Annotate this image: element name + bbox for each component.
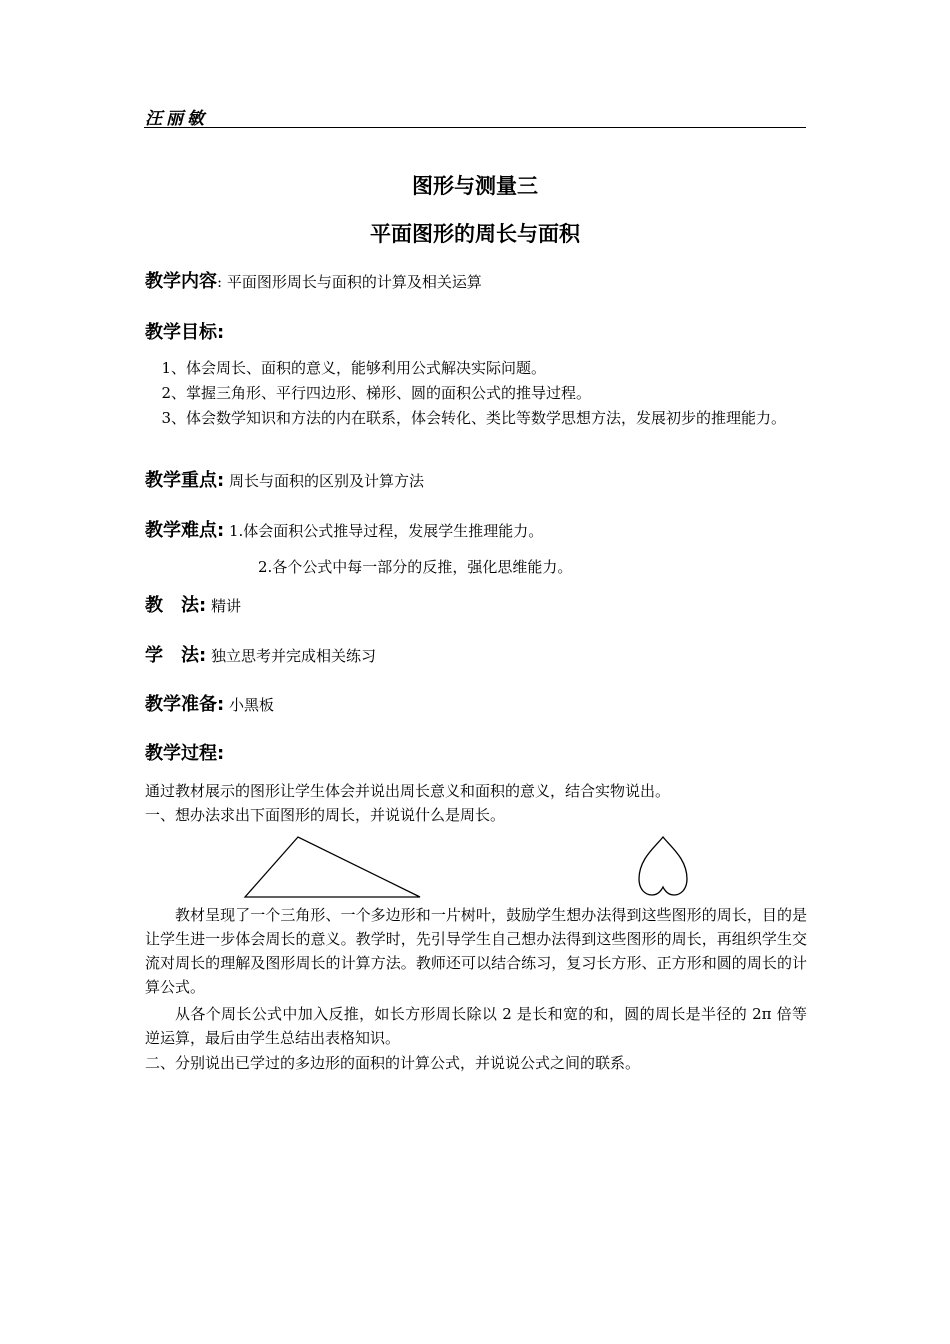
goal-item-1: 1、体会周长、面积的意义，能够利用公式解决实际问题。: [161, 359, 547, 377]
process-label-row: [145, 744, 224, 764]
difficulties-row: [145, 521, 543, 541]
key-points-label: 教学重点:: [145, 470, 225, 491]
teaching-method-text: 精讲: [210, 597, 241, 615]
learning-method-row: [145, 646, 376, 666]
preparation-label: 教学准备:: [145, 694, 225, 715]
page-subtitle: 平面图形的周长与面积: [370, 222, 580, 246]
heart-shape: [633, 833, 693, 899]
content-text: 平面图形周长与面积的计算及相关运算: [226, 273, 482, 291]
teaching-method-label: 教 法:: [145, 595, 207, 616]
process-step-1: 一、想办法求出下面图形的周长，并说说什么是周长。: [145, 806, 506, 824]
process-para-2: 从各个周长公式中加入反推，如长方形周长除以 2 是长和宽的和，圆的周长是半径的 2π 倍等逆运算，最后由学生总结出表格知识。: [145, 1005, 807, 1047]
process-para-1: 教材呈现了一个三角形、一个多边形和一片树叶，鼓励学生想办法得到这些图形的周长，目的是让学生进一步体会周长的意义。教学时，先引导学生自己想办法得到这些图形的周长，再组织学生交流对周长的理解及图形周长的计算方法。教师还可以结合练习，复习长方形、正方形和圆的周长的计算公式。: [145, 906, 807, 996]
teaching-method-row: [145, 596, 241, 616]
page-title: 图形与测量三: [412, 174, 538, 198]
learning-method-label: 学 法:: [145, 645, 207, 666]
learning-method-text: 独立思考并完成相关练习: [210, 647, 376, 665]
header-rule: [144, 127, 806, 128]
difficulty-item-1: 1.体会面积公式推导过程，发展学生推理能力。: [228, 522, 544, 540]
content-sep: :: [217, 273, 223, 291]
content-row: [145, 272, 482, 292]
process-step-2: 二、分别说出已学过的多边形的面积的计算公式，并说说公式之间的联系。: [145, 1054, 641, 1072]
key-points-row: [145, 471, 424, 491]
difficulty-item-2: 2.各个公式中每一部分的反推，强化思维能力。: [258, 558, 573, 576]
goals-label-row: [145, 323, 224, 343]
header-author: 汪丽敏: [145, 109, 208, 129]
key-points-text: 周长与面积的区别及计算方法: [228, 472, 424, 490]
difficulties-label: 教学难点:: [145, 520, 225, 541]
content-label: 教学内容: [145, 271, 217, 292]
triangle-shape: [240, 833, 425, 899]
process-intro: 通过教材展示的图形让学生体会并说出周长意义和面积的意义，结合实物说出。: [145, 782, 671, 800]
process-label: 教学过程:: [145, 743, 225, 764]
goals-label: 教学目标:: [145, 322, 225, 343]
preparation-text: 小黑板: [228, 696, 274, 714]
goal-item-3: 3、体会数学知识和方法的内在联系，体会转化、类比等数学思想方法，发展初步的推理能力。: [161, 409, 787, 427]
preparation-row: [145, 695, 274, 715]
goal-item-2: 2、掌握三角形、平行四边形、梯形、圆的面积公式的推导过程。: [161, 384, 592, 402]
